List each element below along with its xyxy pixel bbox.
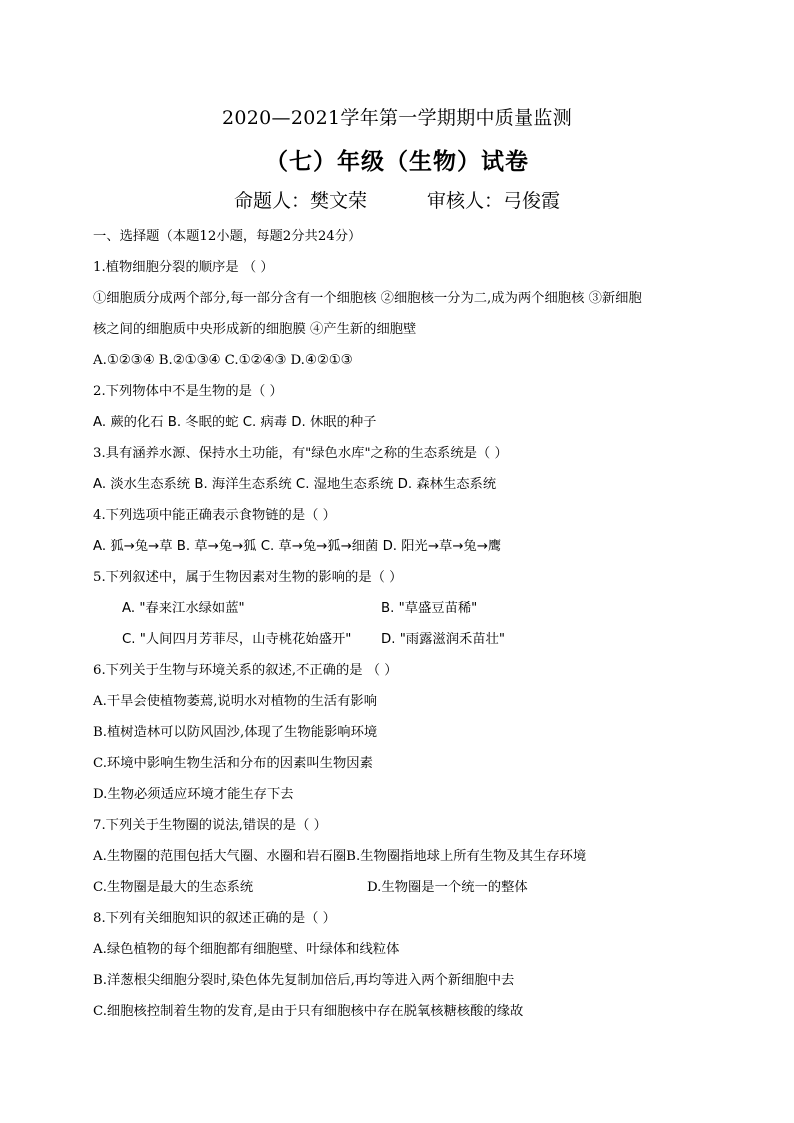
question-5-option-d: D. "雨露滋润禾苗壮" [381, 632, 506, 647]
question-1-desc-line2: 核之间的细胞质中央形成新的细胞膜 ④产生新的细胞壁 [93, 322, 417, 337]
reviewer-label: 审核人：弓俊霞 [427, 190, 561, 212]
question-2-stem: 2.下列物体中不是生物的是（ ） [93, 384, 283, 399]
exam-title: 2020—2021学年第一学期期中质量监测 [221, 107, 572, 129]
question-5-stem: 5.下列叙述中，属于生物因素对生物的影响的是（ ） [93, 570, 403, 585]
exam-authors [0, 186, 794, 213]
question-2-options: A. 蕨的化石 B. 冬眠的蛇 C. 病毒 D. 休眠的种子 [93, 415, 377, 430]
question-5-option-b: B. "草盛豆苗稀" [381, 601, 478, 616]
question-4-stem: 4.下列选项中能正确表示食物链的是（ ） [93, 508, 336, 523]
question-7-stem: 7.下列关于生物圈的说法,错误的是（ ） [93, 818, 327, 833]
question-4-options: A. 狐→兔→草 B. 草→兔→狐 C. 草→兔→狐→细菌 D. 阳光→草→兔→鹰 [93, 539, 502, 554]
question-6-option-c: C.环境中影响生物生活和分布的因素叫生物因素 [93, 756, 373, 771]
question-1-stem: 1.植物细胞分裂的顺序是 （ ） [93, 260, 274, 275]
question-7-option-d: D.生物圈是一个统一的整体 [367, 880, 528, 895]
question-1-options: A.①②③④ B.②①③④ C.①②④③ D.④②①③ [93, 353, 353, 368]
question-8-option-a: A.绿色植物的每个细胞都有细胞壁、叶绿体和线粒体 [93, 942, 400, 957]
question-5-option-a: A. "春来江水绿如蓝" [122, 601, 245, 616]
question-8-stem: 8.下列有关细胞知识的叙述正确的是（ ） [93, 911, 336, 926]
question-7-option-c: C.生物圈是最大的生态系统 [93, 880, 254, 895]
question-8-option-c: C.细胞核控制着生物的发育,是由于只有细胞核中存在脱氧核糖核酸的缘故 [93, 1004, 524, 1019]
question-7-option-ab: A.生物圈的范围包括大气圈、水圈和岩石圈B.生物圈指地球上所有生物及其生存环境 [93, 849, 587, 864]
question-6-stem: 6.下列关于生物与环境关系的叙述,不正确的是 （ ） [93, 663, 398, 678]
question-8-option-b: B.洋葱根尖细胞分裂时,染色体先复制加倍后,再均等进入两个新细胞中去 [93, 973, 515, 988]
author-label: 命题人：樊文荣 [233, 190, 367, 212]
question-6-option-a: A.干旱会使植物萎蔫,说明水对植物的生活有影响 [93, 694, 377, 709]
exam-subtitle: （七）年级（生物）试卷 [265, 148, 529, 175]
question-6-option-d: D.生物必须适应环境才能生存下去 [93, 787, 294, 802]
question-3-options: A. 淡水生态系统 B. 海洋生态系统 C. 湿地生态系统 D. 森林生态系统 [93, 477, 497, 492]
section-heading: 一、选择题（本题12小题，每题2分共24分） [93, 229, 362, 244]
question-3-stem: 3.具有涵养水源、保持水土功能，有"绿色水库"之称的生态系统是（ ） [93, 446, 508, 461]
question-5-option-c: C. "人间四月芳菲尽，山寺桃花始盛开" [122, 632, 352, 647]
question-1-desc-line1: ①细胞质分成两个部分,每一部分含有一个细胞核 ②细胞核一分为二,成为两个细胞核 ③新细胞 [93, 291, 642, 306]
question-6-option-b: B.植树造林可以防风固沙,体现了生物能影响环境 [93, 725, 378, 740]
